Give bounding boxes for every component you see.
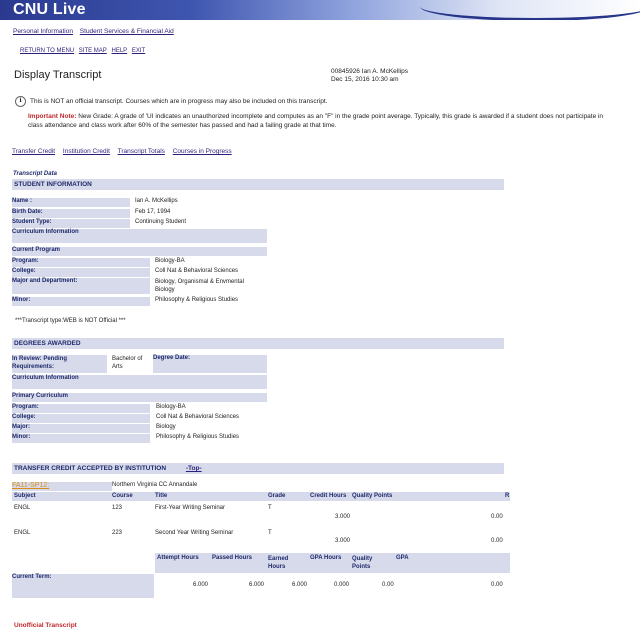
in-review-value: Bachelor of Arts (112, 356, 143, 370)
col-credit-hours: Credit Hours (310, 493, 347, 499)
tot-gpa-hours: 0.000 (334, 582, 350, 588)
important-text: New Grade: A grade of 'UI indicates an unauthorized incomplete and computes as an "F" in the grade point average. Typically, this grade is awarded if a student does not participate in class attendance and class work after 60% of the semester has passed and had a failing grade at that time. (28, 113, 604, 129)
birth-date-value: Feb 17, 1994 (135, 209, 171, 215)
important-label: Important Note: (28, 113, 77, 120)
tot-col-earned: Earned Hours (268, 556, 289, 570)
tot-col-gpa: GPA (396, 555, 409, 561)
transfer-credit-link[interactable]: Transfer Credit (12, 148, 56, 155)
row2-qp: 0.00 (491, 538, 503, 544)
info-icon: ℹ (15, 96, 26, 107)
institution-credit-link[interactable]: Institution Credit (62, 148, 110, 155)
return-to-menu-link[interactable]: RETURN TO MENU (20, 48, 75, 54)
col-r: R (505, 493, 510, 499)
row1-subject: ENGL (14, 505, 31, 511)
transcript-totals-link[interactable]: Transcript Totals (117, 148, 165, 155)
tot-passed-hours: 6.000 (249, 582, 265, 588)
header-banner (0, 0, 640, 20)
degree-college-value: Coll Nat & Behavioral Sciences (156, 414, 240, 420)
student-id-block (331, 68, 408, 84)
name-value: Ian A. McKellips (135, 198, 178, 204)
student-info-header: STUDENT INFORMATION (12, 179, 504, 190)
transcript-section-links (12, 148, 238, 155)
tot-col-attempt: Attempt Hours (157, 555, 199, 561)
row2-credit: 3.000 (335, 538, 351, 544)
tot-col-quality-points: Quality Points (352, 556, 373, 570)
transcript-data-caption: Transcript Data (13, 171, 57, 177)
degrees-awarded-header: DEGREES AWARDED (12, 338, 504, 349)
major-label: Major and Department: (12, 278, 150, 294)
student-type-value: Continuing Student (135, 219, 187, 225)
info-notice (15, 96, 327, 107)
row2-subject: ENGL (14, 530, 31, 536)
col-quality-points: Quality Points (352, 493, 393, 499)
term-label[interactable]: FA11-SP12: (12, 482, 50, 489)
app-title: CNU Live (13, 1, 86, 18)
tot-attempt-hours: 6.000 (193, 582, 209, 588)
tab-student-services[interactable]: Student Services & Financial Aid (79, 28, 174, 35)
important-note (28, 112, 618, 130)
row1-course: 123 (112, 505, 123, 511)
tot-col-passed: Passed Hours (212, 555, 253, 561)
row2-course: 223 (112, 530, 123, 536)
transfer-credit-header (12, 463, 504, 474)
minor-value: Philosophy & Religious Studies (155, 297, 239, 303)
degree-date-label: Degree Date: (153, 355, 267, 373)
tot-earned-hours: 6.000 (292, 582, 308, 588)
exit-link[interactable]: EXIT (131, 48, 146, 54)
row1-qp: 0.00 (491, 514, 503, 520)
in-review-label: In Review: Pending Requirements: (12, 355, 107, 373)
page-datetime: Dec 15, 2016 10:30 am (331, 76, 399, 83)
row2-grade: T (268, 530, 272, 536)
term-cell (12, 482, 112, 491)
birth-date-label: Birth Date: (12, 209, 130, 218)
row1-title: First-Year Writing Seminar (155, 505, 226, 511)
name-label: Name : (12, 198, 130, 207)
student-type-label: Student Type: (12, 219, 130, 228)
transfer-credit-title: TRANSFER CREDIT ACCEPTED BY INSTITUTION (14, 465, 167, 472)
row2-title: Second Year Writing Seminar (155, 530, 234, 536)
top-link[interactable]: -Top- (185, 465, 202, 472)
help-link[interactable]: HELP (111, 48, 128, 54)
program-value: Biology-BA (155, 258, 185, 264)
college-label: College: (12, 268, 150, 277)
degree-minor-value: Philosophy & Religious Studies (156, 434, 240, 440)
row1-credit: 3.000 (335, 514, 351, 520)
tot-col-gpa-hours: GPA Hours (310, 555, 342, 561)
transfer-columns-row (12, 492, 510, 501)
degree-program-label: Program: (12, 404, 150, 413)
col-title: Title (155, 493, 168, 499)
minor-label: Minor: (12, 297, 150, 306)
curriculum-info-label: Curriculum Information (12, 229, 267, 243)
degree-curriculum-label: Curriculum Information (12, 375, 267, 389)
col-grade: Grade (268, 493, 286, 499)
degree-college-label: College: (12, 414, 150, 423)
page-title: Display Transcript (14, 69, 102, 81)
web-transcript-note: ***Transcript type:WEB is NOT Official *** (15, 318, 126, 324)
col-subject: Subject (14, 493, 36, 499)
program-label: Program: (12, 258, 150, 267)
current-term-label: Current Term: (12, 574, 154, 598)
college-value: Coll Nat & Behavioral Sciences (155, 268, 239, 274)
banner-swoosh (420, 0, 640, 20)
degree-major-label: Major: (12, 424, 150, 433)
degree-program-value: Biology-BA (156, 404, 186, 410)
tot-gpa: 0.00 (491, 582, 503, 588)
tab-personal-information[interactable]: Personal Information (13, 28, 73, 35)
degree-major-value: Biology (156, 424, 176, 430)
tot-quality-points: 0.00 (382, 582, 394, 588)
top-nav (20, 48, 148, 54)
transfer-institution: Northern Virginia CC Annandale (112, 482, 198, 488)
notice-text: This is NOT an official transcript. Courses which are in progress may also be included on this transcript. (30, 98, 328, 106)
unofficial-transcript-footer: Unofficial Transcript (14, 622, 77, 629)
major-value: Biology, Organismal & Envmental Biology (155, 279, 244, 293)
site-map-link[interactable]: SITE MAP (78, 48, 107, 54)
primary-curriculum-label: Primary Curriculum (12, 393, 267, 402)
degree-minor-label: Minor: (12, 434, 150, 443)
courses-in-progress-link[interactable]: Courses in Progress (172, 148, 232, 155)
row1-grade: T (268, 505, 272, 511)
student-id-name: 00845926 Ian A. McKellips (331, 68, 408, 75)
main-tabs (13, 28, 179, 35)
col-course: Course (112, 493, 133, 499)
current-program-label: Current Program (12, 247, 267, 256)
